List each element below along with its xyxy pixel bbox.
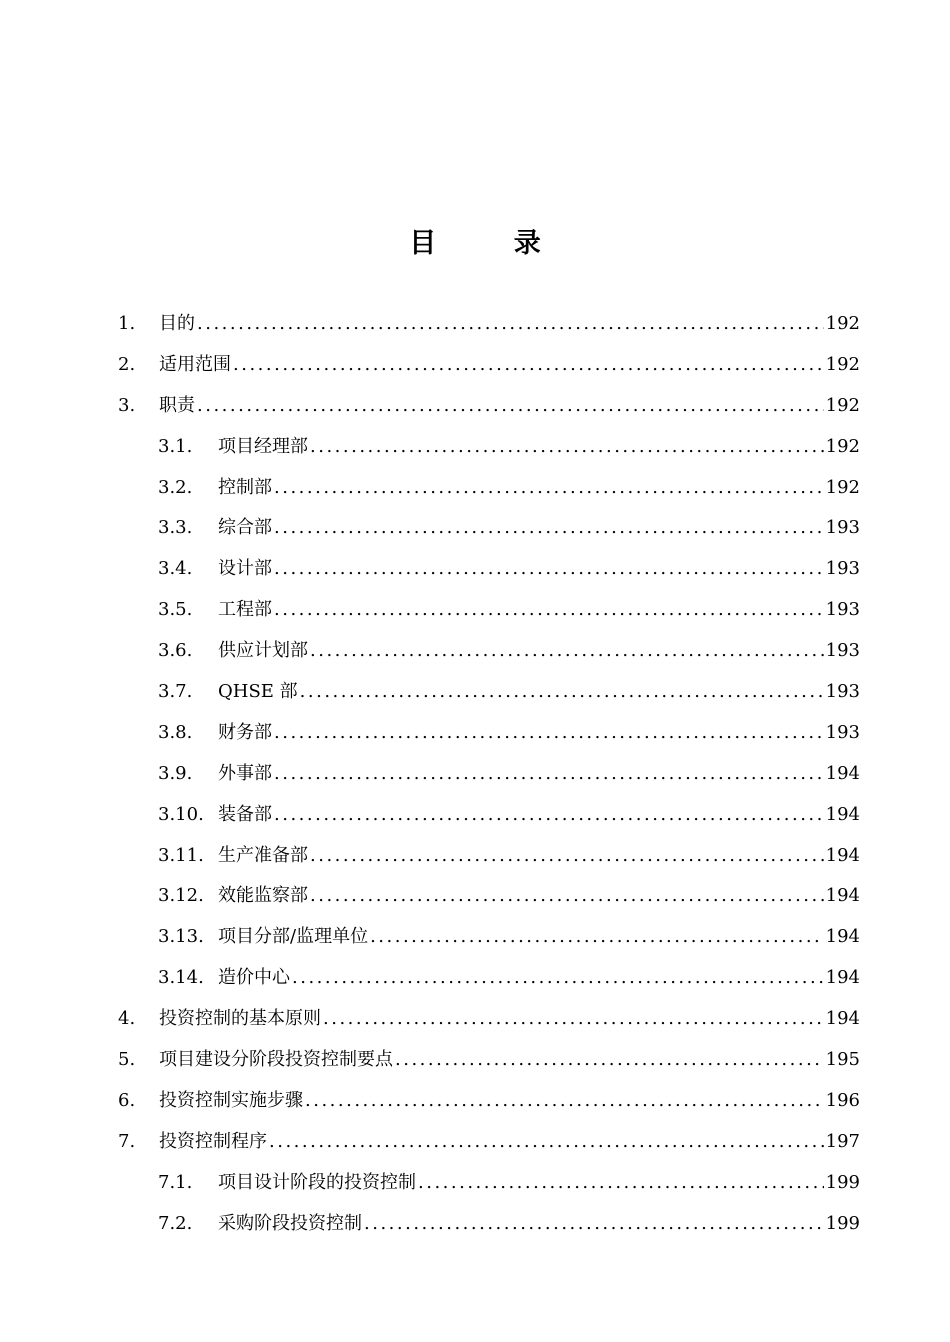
toc-entry[interactable] <box>118 917 860 958</box>
toc-entry-label: 效能监察部 <box>218 885 308 907</box>
toc-entry-page-number: 192 <box>825 313 860 334</box>
toc-entry-page-number: 194 <box>825 967 860 989</box>
toc-dot-leader <box>310 427 824 467</box>
toc-entry-number: 3.9. <box>158 762 193 784</box>
toc-entry-label: 供应计划部 <box>218 640 308 662</box>
toc-entry-label: 外事部 <box>218 762 272 784</box>
toc-entry-label: 生产准备部 <box>218 844 308 866</box>
page-title: 目 录 <box>409 228 575 259</box>
toc-entry-label: 职责 <box>159 394 195 416</box>
toc-entry-page-number: 199 <box>825 1171 860 1193</box>
toc-dot-leader <box>323 999 824 1039</box>
toc-entry-page-number: 192 <box>825 435 860 457</box>
toc-dot-leader <box>274 754 824 794</box>
toc-dot-leader <box>274 590 824 630</box>
toc-entry[interactable] <box>118 672 860 713</box>
toc-entry-label: 适用范围 <box>159 353 231 375</box>
toc-entry-number: 3.2. <box>158 476 193 498</box>
toc-dot-leader <box>197 386 824 426</box>
toc-dot-leader <box>364 1204 824 1244</box>
toc-entry-page-number: 193 <box>825 558 860 580</box>
toc-dot-leader <box>274 549 824 589</box>
toc-entry-number: 5. <box>118 1049 136 1071</box>
toc-dot-leader <box>274 713 824 753</box>
toc-entry-label: 项目建设分阶段投资控制要点 <box>159 1049 393 1071</box>
toc-entry-number: 4. <box>118 1008 136 1030</box>
toc-entry[interactable] <box>118 1204 860 1245</box>
toc-entry[interactable] <box>118 508 860 549</box>
toc-entry-page-number: 194 <box>825 803 860 825</box>
toc-entry-number: 3. <box>118 394 136 416</box>
toc-dot-leader <box>310 836 824 876</box>
toc-entry-number: 3.11. <box>158 844 204 866</box>
toc-entry[interactable] <box>118 386 860 427</box>
toc-entry[interactable] <box>118 1040 860 1081</box>
toc-entry-label: 控制部 <box>218 476 272 498</box>
toc-dot-leader <box>292 958 824 998</box>
toc-entry-number: 7.1. <box>158 1171 193 1193</box>
toc-entry-page-number: 196 <box>825 1089 860 1111</box>
toc-entry[interactable] <box>118 468 860 509</box>
toc-entry[interactable] <box>118 427 860 468</box>
toc-entry-number: 3.10. <box>158 803 204 825</box>
toc-entry-label: 投资控制的基本原则 <box>159 1008 321 1030</box>
toc-entry[interactable] <box>118 549 860 590</box>
toc-entry-page-number: 192 <box>825 353 860 375</box>
toc-entry-number: 1. <box>118 313 136 334</box>
toc-entry-number: 3.3. <box>158 517 193 539</box>
toc-dot-leader <box>274 795 824 835</box>
toc-entry-page-number: 193 <box>825 721 860 743</box>
toc-entry-label: QHSE 部 <box>218 681 298 703</box>
toc-entry-number: 2. <box>118 353 136 375</box>
toc-entry[interactable] <box>118 1081 860 1122</box>
toc-entry-label: 综合部 <box>218 517 272 539</box>
toc-entry-number: 3.8. <box>158 721 193 743</box>
toc-entry-number: 3.6. <box>158 640 193 662</box>
toc-entry-page-number: 194 <box>825 762 860 784</box>
toc-entry-label: 项目设计阶段的投资控制 <box>218 1171 416 1193</box>
toc-entry-page-number: 193 <box>825 681 860 703</box>
toc-entry[interactable] <box>118 345 860 386</box>
toc-entry-number: 3.4. <box>158 558 193 580</box>
toc-dot-leader <box>274 508 824 548</box>
toc-entry-page-number: 195 <box>825 1049 860 1071</box>
toc-entry[interactable] <box>118 590 860 631</box>
toc-entry-page-number: 197 <box>825 1130 860 1152</box>
toc-entry-page-number: 193 <box>825 599 860 621</box>
toc-entry[interactable] <box>118 1122 860 1163</box>
toc-entry[interactable] <box>118 958 860 999</box>
toc-dot-leader <box>269 1122 824 1162</box>
toc-dot-leader <box>305 1081 824 1121</box>
toc-entry-label: 项目分部/监理单位 <box>218 926 369 948</box>
toc-entry-page-number: 192 <box>825 394 860 416</box>
toc-entry-page-number: 193 <box>825 640 860 662</box>
toc-entry-label: 设计部 <box>218 558 272 580</box>
toc-entry[interactable] <box>118 836 860 877</box>
toc-entry-number: 6. <box>118 1089 136 1111</box>
toc-entry-number: 3.5. <box>158 599 193 621</box>
toc-dot-leader <box>395 1040 824 1080</box>
toc-entry-number: 7. <box>118 1130 136 1152</box>
toc-dot-leader <box>418 1163 824 1203</box>
toc-dot-leader <box>197 304 824 344</box>
toc-entry[interactable] <box>118 795 860 836</box>
toc-entry-label: 工程部 <box>218 599 272 621</box>
toc-entry-number: 3.1. <box>158 435 193 457</box>
toc-entry-label: 装备部 <box>218 803 272 825</box>
toc-entry[interactable] <box>118 999 860 1040</box>
toc-dot-leader <box>274 468 824 508</box>
toc-entry[interactable] <box>118 1163 860 1204</box>
toc-entry[interactable] <box>118 754 860 795</box>
toc-entry-number: 3.13. <box>158 926 204 948</box>
toc-entry-label: 造价中心 <box>218 967 290 989</box>
toc-dot-leader <box>310 876 824 916</box>
toc-entry[interactable] <box>118 876 860 917</box>
toc-entry-page-number: 192 <box>825 476 860 498</box>
toc-entry-label: 财务部 <box>218 721 272 743</box>
toc-entry-page-number: 193 <box>825 517 860 539</box>
toc-dot-leader <box>233 345 824 385</box>
toc-entry-page-number: 199 <box>825 1212 860 1234</box>
toc-entry[interactable] <box>118 713 860 754</box>
toc-entry-number: 7.2. <box>158 1212 193 1234</box>
toc-dot-leader <box>310 631 824 671</box>
toc-entry[interactable] <box>118 304 860 345</box>
toc-entry-page-number: 194 <box>825 844 860 866</box>
toc-entry-number: 3.14. <box>158 967 204 989</box>
toc-dot-leader <box>300 672 824 712</box>
toc-entry-page-number: 194 <box>825 1008 860 1030</box>
toc-entry-label: 投资控制实施步骤 <box>159 1089 303 1111</box>
table-of-contents <box>118 304 860 1244</box>
toc-entry-label: 目的 <box>159 313 195 334</box>
toc-entry[interactable] <box>118 631 860 672</box>
toc-entry-label: 投资控制程序 <box>159 1130 267 1152</box>
toc-entry-page-number: 194 <box>825 885 860 907</box>
toc-entry-label: 项目经理部 <box>218 435 308 457</box>
toc-dot-leader <box>370 917 824 957</box>
toc-entry-page-number: 194 <box>825 926 860 948</box>
toc-entry-number: 3.12. <box>158 885 204 907</box>
toc-entry-label: 采购阶段投资控制 <box>218 1212 362 1234</box>
toc-entry-number: 3.7. <box>158 681 193 703</box>
